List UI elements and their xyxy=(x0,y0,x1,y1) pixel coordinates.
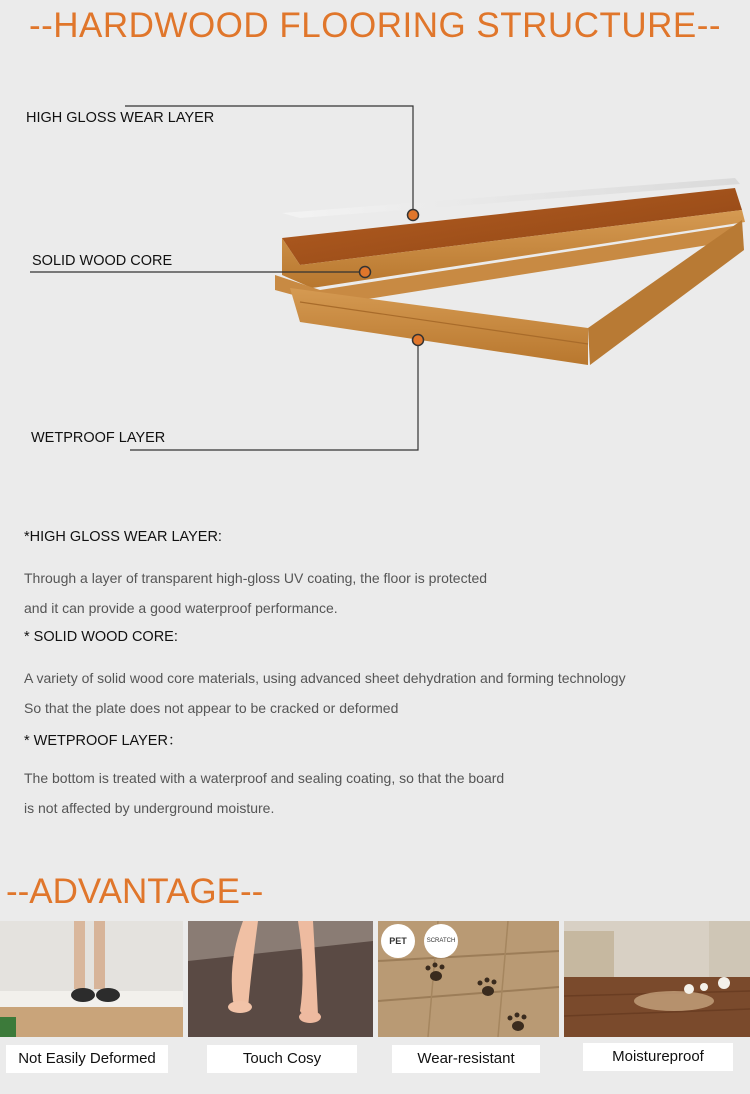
advantage-label-wear-resistant: Wear-resistant xyxy=(392,1045,540,1073)
core-heading: * SOLID WOOD CORE: xyxy=(24,629,178,645)
scratch-resistant-badge: SCRATCH xyxy=(424,924,458,958)
callout-wetproof-layer: WETPROOF LAYER xyxy=(31,430,166,446)
moistureproof-photo xyxy=(564,921,750,1037)
wear-callout-dot xyxy=(408,210,419,221)
page-title: --HARDWOOD FLOORING STRUCTURE-- xyxy=(28,6,722,45)
advantage-title: --ADVANTAGE-- xyxy=(6,872,264,911)
advantage-label-touch-cosy: Touch Cosy xyxy=(207,1045,357,1073)
wetproof-callout-line xyxy=(130,340,418,450)
wear-resistant-photo xyxy=(378,921,559,1037)
pet-friendly-badge: PET xyxy=(381,924,415,958)
structure-diagram xyxy=(0,60,750,490)
plank-lower-side xyxy=(290,288,588,365)
wetproof-line-1: The bottom is treated with a waterproof and sealing coating, so that the board xyxy=(24,770,505,786)
wetproof-heading: * WETPROOF LAYER： xyxy=(24,733,183,749)
wetproof-line-2: is not affected by underground moisture. xyxy=(24,800,275,816)
wear-line-2: and it can provide a good waterproof performance. xyxy=(24,600,338,616)
wetproof-callout-dot xyxy=(413,335,424,346)
deformation-photo xyxy=(0,921,183,1037)
touch-cosy-photo xyxy=(188,921,373,1037)
core-callout-dot xyxy=(360,267,371,278)
callout-solid-wood-core: SOLID WOOD CORE xyxy=(32,253,173,269)
advantage-label-not-easily-deformed: Not Easily Deformed xyxy=(6,1045,168,1073)
wear-heading: *HIGH GLOSS WEAR LAYER: xyxy=(24,529,222,545)
callout-wear-layer: HIGH GLOSS WEAR LAYER xyxy=(26,110,215,126)
wear-line-1: Through a layer of transparent high-gloss UV coating, the floor is protected xyxy=(24,570,488,586)
core-line-1: A variety of solid wood core materials, using advanced sheet dehydration and forming technology xyxy=(24,670,626,686)
advantage-label-moistureproof: Moistureproof xyxy=(583,1043,733,1071)
core-line-2: So that the plate does not appear to be cracked or deformed xyxy=(24,700,399,716)
